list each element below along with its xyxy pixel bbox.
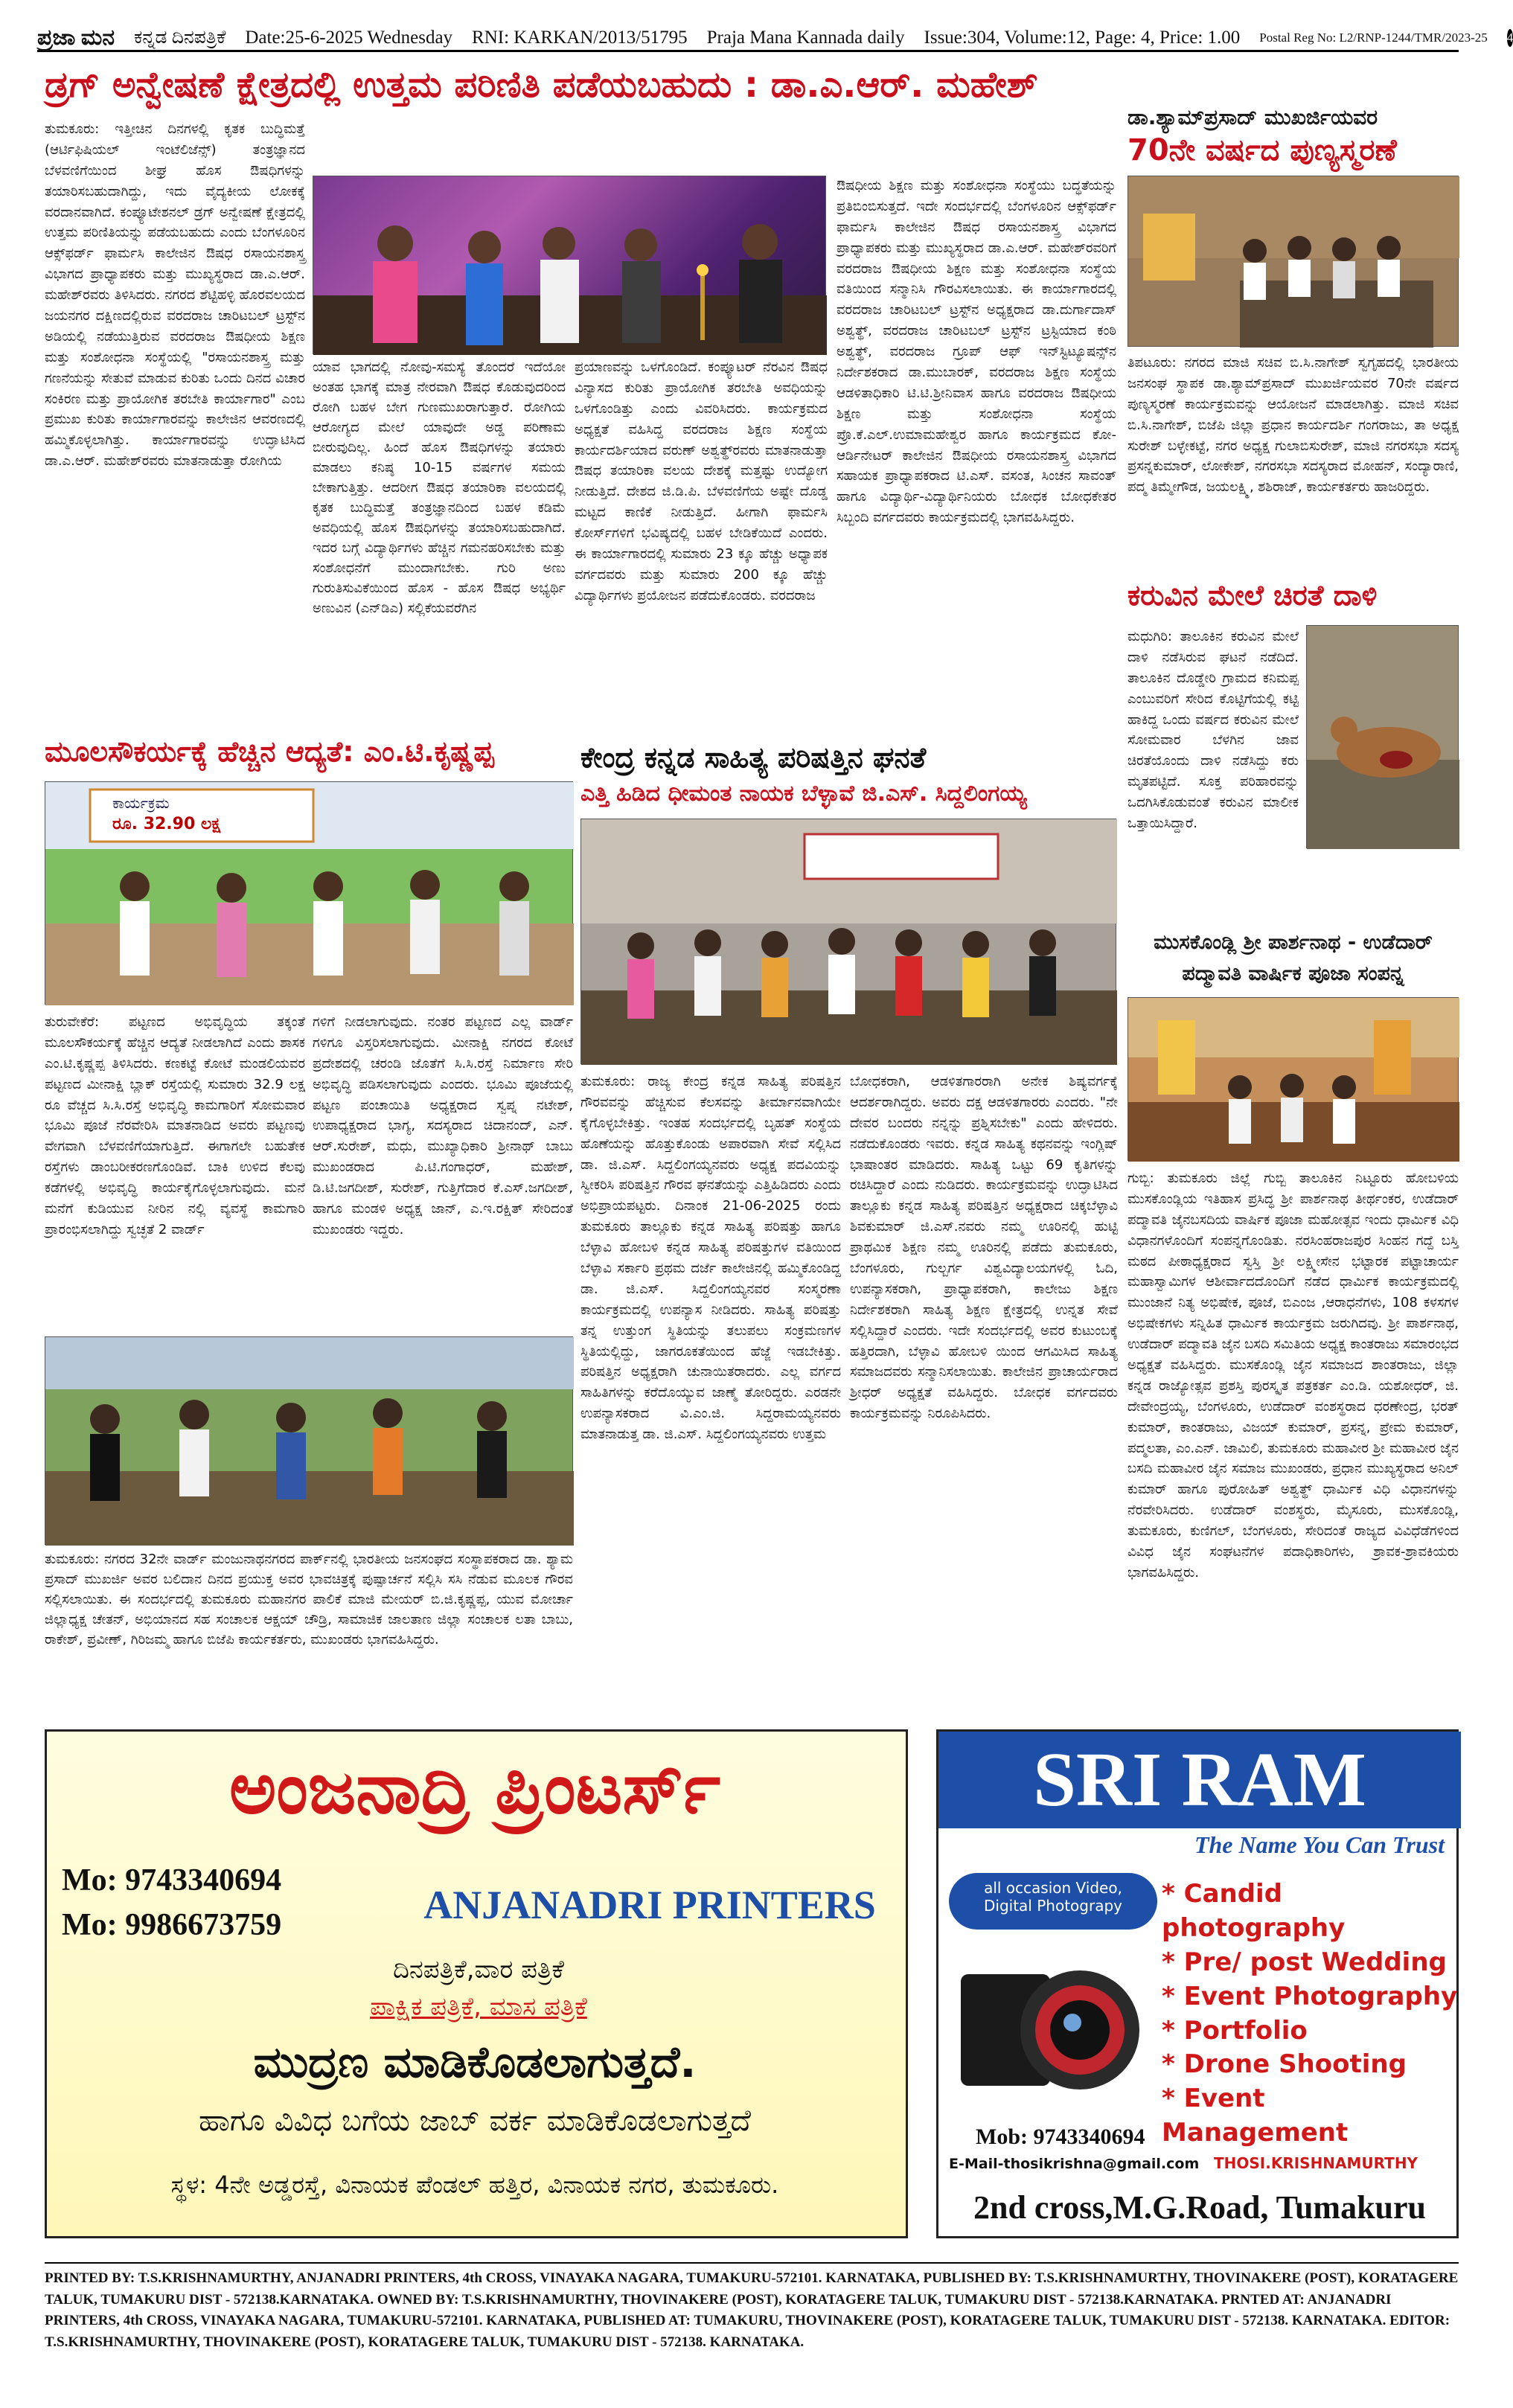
article3-photo-scene — [1307, 626, 1459, 849]
ad-anjanadri-line1: ದಿನಪತ್ರಿಕೆ,ವಾರ ಪತ್ರಿಕೆ — [392, 1955, 565, 1985]
article4-body2: ಗಳಿಗೆ ನೀಡಲಾಗುವುದು. ನಂತರ ಪಟ್ಟಣದ ಎಲ್ಲ ವಾರ್ಡ್ ಗಳಿಗೂ ವಿಸ್ತರಿಸಲಾಗುವುದು. ಮೀನಾಕ್ಷಿ ನಗರದ ಕೋಟೆ ಪ್ರದೇಶದಲ್ಲಿ ಚರಂಡಿ ಜೊತೆಗೆ ಸಿ.ಸಿ.ರಸ್ತೆ ನಿರ್ಮಾಣ ಸೇರಿ ಅಭಿವೃದ್ಧಿ ಪಡಿಸಲಾಗುವುದು ಎಂದರು. ಭೂಮಿ ಪೂಜೆಯಲ್ಲಿ ಪಟ್ಟಣ ಪಂಚಾಯಿತಿ ಅಧ್ಯಕ್ಷರಾದ ಸ್ವಪ್ನ ನಟೇಶ್, ಉಪಾಧ್ಯಕ್ಷರಾದ ಭಾಗ್ಯ, ಸದಸ್ಯರಾದ ಚಿದಾನಂದ್, ಎನ್. ಆರ್.ಸುರೇಶ್, ಮಧು, ಮುಖ್ಯಾಧಿಕಾರಿ ಶ್ರೀನಾಥ್ ಬಾಬು ಮುಖಂಡರಾದ ಪಿ.ಟಿ.ಗಂಗಾಧರ್, ಮಹೇಶ್, ಡಿ.ಟಿ.ಜಗದೀಶ್, ಸುರೇಶ್, ಗುತ್ತಿಗೆದಾರ ಕೆ.ಎಸ್.ಜಗದೀಶ್, ಹಾಗೂ ಮಂಡಳಿ ಅಧ್ಯಕ್ಷ ಜಾನ್, ಎ.ಇ.ರಕ್ಷಿತ್ ಸೇರಿದಂತೆ ಮುಖಂಡರು ಇದ್ದರು. — [313, 1014, 573, 1237]
article3-body: ಮಧುಗಿರಿ: ತಾಲೂಕಿನ ಕರುವಿನ ಮೇಲೆ ದಾಳಿ ನಡೆಸಿರುವ ಘಟನೆ ನಡೆದಿದೆ. ತಾಲೂಕಿನ ದೊಡ್ಡೇರಿ ಗ್ರಾಮದ ಕನಿಮಪ್ಪ ಎಂಬುವರಿಗೆ ಸೇರಿದ ಕೊಟ್ಟಿಗೆಯಲ್ಲಿ ಕಟ್ಟಿ ಹಾಕಿದ್ದ ಒಂದು ವರ್ಷದ ಕರುವಿನ ಮೇಲೆ ಸೋಮವಾರ ಬೆಳಗಿನ ಜಾವ ಚಿರತೆಯೊಂದು ದಾಳಿ ನಡೆಸಿದ್ದು ಕರು ಮೃತಪಟ್ಟಿದೆ. ಸೂಕ್ತ ಪರಿಹಾರವನ್ನು ಒದಗಿಸಿಕೊಡುವಂತೆ ಕರುವಿನ ಮಾಲೀಕ ಒತ್ತಾಯಿಸಿದ್ದಾರೆ. — [1127, 629, 1299, 832]
article6-col1: ತುಮಕೂರು: ರಾಜ್ಯ ಕೇಂದ್ರ ಕನ್ನಡ ಸಾಹಿತ್ಯ ಪರಿಷತ್ತಿನ ಗೌರವವನ್ನು ಹೆಚ್ಚಿಸುವ ಕೆಲಸವನ್ನು ತೀರ್ಮಾನವಾಗಿಯೇ ಕೈಗೊಳ್ಳಬೇಕಿತ್ತು. ಇಂತಹ ಸಂದರ್ಭದಲ್ಲಿ ಬೃಹತ್ ಸಂಸ್ಥೆಯ ಹೊಣೆಯನ್ನು ಹೊತ್ತುಕೊಂಡು ಅಪಾರವಾಗಿ ಸೇವೆ ಸಲ್ಲಿಸಿದ ಡಾ. ಜಿ.ಎಸ್. ಸಿದ್ದಲಿಂಗಯ್ಯನವರು ಅಧ್ಯಕ್ಷ ಪದವಿಯನ್ನು ಸ್ವೀಕರಿಸಿ ಪರಿಷತ್ತಿನ ಗೌರವ ಘನತೆಯನ್ನು ಎತ್ತಿಹಿಡಿದರು ಎಂದು ಅಭಿಪ್ರಾಯಪಟ್ಟರು. ದಿನಾಂಕ 21-06-2025 ರಂದು ತುಮಕೂರು ತಾಲ್ಲೂಕು ಕನ್ನಡ ಸಾಹಿತ್ಯ ಪರಿಷತ್ತು ಹಾಗೂ ಬೆಳ್ಳಾವಿ ಹೋಬಳಿ ಕನ್ನಡ ಸಾಹಿತ್ಯ ಪರಿಷತ್ತುಗಳ ವತಿಯಿಂದ ಬೆಳ್ಳಾವಿ ಸರ್ಕಾರಿ ಪ್ರಥಮ ದರ್ಜೆ ಕಾಲೇಜಿನಲ್ಲಿ ಹಮ್ಮಿಕೊಂಡಿದ್ದ ಡಾ. ಜಿ.ಎಸ್. ಸಿದ್ದಲಿಂಗಯ್ಯನವರ ಸಂಸ್ಮರಣಾ ಕಾರ್ಯಕ್ರಮದಲ್ಲಿ ಉಪನ್ಯಾಸ ನೀಡಿದರು. ಸಾಹಿತ್ಯ ಪರಿಷತ್ತು ತನ್ನ ಉತ್ತುಂಗ ಸ್ಥಿತಿಯನ್ನು ತಲುಪಲು ಸಂಕ್ರಮಣಗಳ ಸ್ಥಿತಿಯಲ್ಲಿದ್ದು, ಜಾಗರೂಕತೆಯಿಂದ ಹೆಜ್ಜೆ ಇಡಬೇಕಿತ್ತು. ಪರಿಷತ್ತಿನ ಅಧ್ಯಕ್ಷರಾಗಿ ಚುನಾಯಿತರಾದರು. ಎಲ್ಲ ವರ್ಗದ ಸಾಹಿತಿಗಳನ್ನು ಕರೆದೊಯ್ಯುವ ಜಾಣ್ಮೆ ತೋರಿದ್ದರು. ಎರಡನೇ ಉಪನ್ಯಾಸಕರಾದ ವಿ.ಎಂ.ಜಿ. ಸಿದ್ದರಾಮಯ್ಯನವರು ಮಾತನಾಡುತ್ತ ಡಾ. ಜಿ.ಎಸ್. ಸಿದ್ದಲಿಂಗಯ್ಯನವರು ಉತ್ತಮ — [580, 1074, 841, 1443]
article2-body: ತಿಪಟೂರು: ನಗರದ ಮಾಜಿ ಸಚಿವ ಬಿ.ಸಿ.ನಾಗೇಶ್ ಸ್ವಗೃಹದಲ್ಲಿ ಭಾರತೀಯ ಜನಸಂಘ ಸ್ಥಾಪಕ ಡಾ.ಶ್ಯಾಮ್‌ಪ್ರಸಾದ್ ಮುಖರ್ಜಿಯವರ 70ನೇ ವರ್ಷದ ಪುಣ್ಯಸ್ಮರಣೆ ಕಾರ್ಯಕ್ರಮವನ್ನು ಆಯೋಜನೆ ಮಾಡಲಾಗಿತ್ತು. ಮಾಜಿ ಸಚಿವ ಬಿ.ಸಿ.ನಾಗೇಶ್, ಬಿಜೆಪಿ ಜಿಲ್ಲಾ ಪ್ರಧಾನ ಕಾರ್ಯದರ್ಶಿ ಗಂಗರಾಜು, ತಾ ಅಧ್ಯಕ್ಷ ಸುರೇಶ್ ಬಳ್ಳೇಕಟ್ಟೆ, ನಗರ ಅಧ್ಯಕ್ಷ ಗುಲಾಬಿಸುರೇಶ್, ಮಾಜಿ ನಗರಸಭಾ ಸದಸ್ಯ ಪ್ರಸನ್ನಕುಮಾರ್, ಲೋಕೇಶ್, ನಗರಸಭಾ ಸದಸ್ಯರಾದ ಮೋಹನ್, ಸಂದ್ಯಾರಾಣಿ, ಪದ್ಮ ತಿಮ್ಮೇಗೌಡ, ಜಯಲಕ್ಷ್ಮಿ, ಶಶಿರಾಜ್, ಕಾರ್ಯಕರ್ತರು ಹಾಜರಿದ್ದರು. — [1127, 355, 1459, 496]
ad-sriram-service: * Candid photography — [1162, 1879, 1346, 1943]
article1-photo-scene — [313, 176, 827, 355]
article2-photo — [1127, 176, 1459, 347]
article2-headline2: 70ನೇ ವರ್ಷದ ಪುಣ್ಯಸ್ಮರಣೆ — [1127, 133, 1397, 167]
article7-headline2: ಪದ್ಮಾವತಿ ವಾರ್ಷಿಕ ಪೂಜಾ ಸಂಪನ್ನ — [1182, 962, 1404, 985]
imprint-footer: PRINTED BY: T.S.KRISHNAMURTHY, ANJANADRI PRINTERS, 4th CROSS, VINAYAKA NAGARA, TUMAKURU-572101. KARNATAKA, PUBLISHED BY: T.S.KRISHNAMURTHY, THOVINAKERE (POST), KORATAGERE TALUK, TUMAKURU DIST - 572138.KARNATAKA. OWNED BY: T.S.KRISHNAMURTHY, THOVINAKERE (POST), KORATAGERE TALUK, TUMAKURU DIST - 572138.KARNATAKA. PRNTED AT: ANJANADRI PRINTERS, 4th CROSS, VINAYAKA NAGARA, TUMAKURU-572101. KARNATAKA, PUBLISHED AT: TUMAKURU, THOVINAKERE (POST), KORATAGERE TALUK, TUMAKURU DIST - 572138. KARNATAKA. EDITOR: T.S.KRISHNAMURTHY, THOVINAKERE (POST), KORATAGERE TALUK, TUMAKURU DIST - 572138. KARNATAKA. — [45, 2262, 1459, 2366]
camera-icon — [953, 1944, 1147, 2116]
camera-lens-graphic — [953, 1944, 1147, 2116]
article1-photo — [313, 176, 826, 354]
article4-banner-amount: ರೂ. 32.90 ಲಕ್ಷ — [112, 815, 221, 833]
ad-anjanadri-line2: ಪಾಕ್ಷಿಕ ಪತ್ರಿಕೆ, ಮಾಸ ಪತ್ರಿಕೆ — [370, 1992, 587, 2022]
article6-headline: ಕೇಂದ್ರ ಕನ್ನಡ ಸಾಹಿತ್ಯ ಪರಿಷತ್ತಿನ ಘನತೆ — [580, 741, 927, 774]
article4-body: ತುರುವೇಕೆರೆ: ಪಟ್ಟಣದ ಅಭಿವೃದ್ಧಿಯ ತಕ್ಕಂತೆ ಮೂಲಸೌಕರ್ಯಕ್ಕೆ ಹೆಚ್ಚಿನ ಆದ್ಯತೆ ನೀಡಲಾಗಿದೆ ಎಂದು ಶಾಸಕ ಎಂ.ಟಿ.ಕೃಷ್ಣಪ್ಪ ತಿಳಿಸಿದರು. ಕಣಕಟ್ಟೆ ಕೋಟೆ ಮಂಡಲಿಯವರ ಪಟ್ಟಣದ ಮೀನಾಕ್ಷಿ ಬ್ಲಾಕ್ ರಸ್ತೆಯಲ್ಲಿ ಸುಮಾರು 32.9 ಲಕ್ಷ ರೂ ವೆಚ್ಚದ ಸಿ.ಸಿ.ರಸ್ತೆ ಅಭಿವೃದ್ಧಿ ಕಾಮಗಾರಿಗೆ ಸೋಮವಾರ ಭೂಮಿ ಪೂಜೆ ನೆರವೇರಿಸಿ ಮಾತನಾಡಿದ ಅವರು ಪಟ್ಟಣವು ವೇಗವಾಗಿ ಬೆಳವಣಿಗೆಯಾಗುತ್ತಿದೆ. ಈಗಾಗಲೇ ಬಹುತೇಕ ರಸ್ತೆಗಳು ಡಾಂಬರೀಕರಣಗೊಂಡಿವೆ. ಬಾಕಿ ಉಳಿದ ಕೆಲವು ಕಡೆಗಳಲ್ಲಿ ಅಭಿವೃದ್ಧಿ ಕಾರ್ಯಕೈಗೊಳ್ಳಲಾಗುವುದು. ಮನೆ ಮನೆಗೆ ಕುಡಿಯುವ ನೀರಿನ ನಲ್ಲಿ ವ್ಯವಸ್ಥೆ ಕಾಮಗಾರಿ ಪ್ರಾರಂಭಿಸಲಾಗಿದ್ದು ಸ್ವಚ್ಛತೆ 2 ವಾರ್ಡ್ — [45, 1014, 305, 1237]
ad-anjanadri-phone2: Mo: 9986673759 — [62, 1908, 282, 1942]
article4-banner-text: ಕಾರ್ಯಕ್ರಮ — [112, 794, 170, 812]
masthead-paper-name: Praja Mana Kannada daily — [706, 27, 905, 48]
ad-sriram-owner: THOSI.KRISHNAMURTHY — [1214, 2154, 1418, 2172]
article7-photo — [1127, 997, 1459, 1161]
ad-sriram-mobile: Mob: 9743340694 — [976, 2124, 1145, 2149]
ad-anjanadri-address: ಸ್ಥಳ: 4ನೇ ಅಡ್ಡರಸ್ತೆ, ವಿನಾಯಕ ಪೆಂಡಲ್ ಹತ್ತಿರ, ವಿನಾಯಕ ನಗರ, ತುಮಕೂರು. — [170, 2171, 779, 2199]
ad-sriram-service: * Event Management — [1162, 2084, 1349, 2148]
ad-sriram-badge — [949, 1873, 1157, 1930]
ad-anjanadri-printers — [45, 1729, 908, 2238]
article6-photo-scene — [581, 819, 1117, 1065]
article4-headline: ಮೂಲಸೌಕರ್ಯಕ್ಕೆ ಹೆಚ್ಚಿನ ಆದ್ಯತೆ: ಎಂ.ಟಿ.ಕೃಷ್ಣಪ್ಪ — [45, 735, 494, 768]
ad-sriram-badge-line1: all occasion Video, — [984, 1879, 1122, 1897]
article7-headline1: ಮುಸಕೊಂಡ್ಲಿ ಶ್ರೀ ಪಾರ್ಶನಾಥ - ಉಡೆದಾರ್ — [1154, 931, 1433, 954]
masthead-postal: Postal Reg No: L2/RNP-1244/TMR/2023-25 — [1259, 30, 1488, 45]
ad-sriram-photography — [936, 1729, 1459, 2238]
article7-photo-scene — [1128, 998, 1459, 1162]
ad-anjanadri-phone1: Mo: 9743340694 — [62, 1863, 282, 1898]
ad-sriram-name: SRI RAM — [938, 1732, 1461, 1828]
masthead-tagline: ಕನ್ನಡ ದಿನಪತ್ರಿಕೆ — [134, 27, 226, 48]
page-number-badge: 4 — [1507, 29, 1513, 47]
ad-anjanadri-english-name: ANJANADRI PRINTERS — [423, 1883, 876, 1927]
ad-sriram-service: * Portfolio — [1162, 2015, 1308, 2046]
article5-photo-scene — [45, 1337, 574, 1546]
article3-headline: ಕರುವಿನ ಮೇಲೆ ಚಿರತೆ ದಾಳಿ — [1127, 579, 1378, 612]
ad-anjanadri-kannada-name: ಅಂಜನಾದ್ರಿ ಪ್ರಿಂಟರ್ಸ್ — [228, 1746, 720, 1830]
article1-col3: ಪ್ರಯಾಣವನ್ನು ಒಳಗೊಂಡಿದೆ. ಕಂಪ್ಯೂಟರ್ ನೆರವಿನ ಔಷಧ ವಿನ್ಯಾಸದ ಕುರಿತು ಪ್ರಾಯೋಗಿಕ ತರಬೇತಿ ಅವಧಿಯನ್ನು ಒಳಗೊಂಡಿತ್ತು ಎಂದು ವಿವರಿಸಿದರು. ಕಾರ್ಯಕ್ರಮದ ಅಧ್ಯಕ್ಷತೆ ವಹಿಸಿದ್ದ ವರದರಾಜ ಶಿಕ್ಷಣ ಸಂಸ್ಥೆಯ ಕಾರ್ಯದರ್ಶಿಯಾದ ವರುಣ್ ಅಶ್ವತ್ಥ್‌ರವರು ಮಾತನಾಡುತ್ತಾ ಔಷಧ ತಯಾರಿಕಾ ವಲಯ ದೇಶಕ್ಕೆ ಮತ್ತಷ್ಟು ಉದ್ಯೋಗ ನೀಡುತ್ತಿದೆ. ದೇಶದ ಜಿ.ಡಿ.ಪಿ. ಬೆಳವಣಿಗೆಯ ಅಷ್ಟೇ ದೊಡ್ಡ ಮಟ್ಟದ ಕಾಣಿಕೆ ನೀಡುತ್ತಿದೆ. ಹೀಗಾಗಿ ಫಾರ್ಮಸಿ ಕೋರ್ಸ್‌ಗಳಿಗೆ ಭವಿಷ್ಯದಲ್ಲಿ ಬಹಳ ಬೇಡಿಕೆಯಿದೆ ಎಂದರು. ಈ ಕಾರ್ಯಾಗಾರದಲ್ಲಿ ಸುಮಾರು 23 ಕ್ಕೂ ಹೆಚ್ಚು ಅಧ್ಯಾಪಕ ವರ್ಗದವರು ಮತ್ತು ಸುಮಾರು 200 ಕ್ಕೂ ಹೆಚ್ಚು ವಿದ್ಯಾರ್ಥಿಗಳು ಪ್ರಯೋಜನ ಪಡೆದುಕೊಂಡರು. ವರದರಾಜ — [575, 359, 828, 603]
masthead-issue: Issue:304, Volume:12, Page: 4, Price: 1.00 — [924, 27, 1241, 48]
ad-sriram-email: E-Mail-thosikrishna@gmail.com — [949, 2156, 1200, 2172]
ad-sriram-tagline: The Name You Can Trust — [1194, 1831, 1445, 1858]
article1-caption: ಯಾವ ಭಾಗದಲ್ಲಿ ನೋವು-ಸಮಸ್ಯೆ ತೊಂದರೆ ಇದೆಯೋ ಅಂತಹ ಭಾಗಕ್ಕೆ ಮಾತ್ರ ನೇರವಾಗಿ ಔಷಧ ಕೊಡುವುದರಿಂದ ರೋಗಿ ಬಹಳ ಬೇಗ ಗುಣಮುಖರಾಗುತ್ತಾರೆ. ರೋಗಿಯ ಆರೋಗ್ಯದ ಮೇಲೆ ಯಾವುದೇ ಅಡ್ಡ ಪರಿಣಾಮ ಬೀರುವುದಿಲ್ಲ. ಹಿಂದೆ ಹೊಸ ಔಷಧಿಗಳನ್ನು ತಯಾರು ಮಾಡಲು ಕನಿಷ್ಠ 10-15 ವರ್ಷಗಳ ಸಮಯ ಬೇಕಾಗುತ್ತಿತ್ತು. ಆದರೀಗ ಔಷಧ ತಯಾರಿಕಾ ವಲಯದಲ್ಲಿ ಕೃತಕ ಬುದ್ಧಿಮತ್ತೆ ತಂತ್ರಜ್ಞಾನದಿಂದ ಬಹಳ ಕಡಿಮೆ ಅವಧಿಯಲ್ಲಿ ಹೊಸ ಔಷಧಿಗಳನ್ನು ತಯಾರಿಸಬಹುದಾಗಿದೆ. ಇದರ ಬಗ್ಗೆ ವಿದ್ಯಾರ್ಥಿಗಳು ಹೆಚ್ಚಿನ ಗಮನಹರಿಸಬೇಕು ಮತ್ತು ಸಂಶೋಧನೆಗೆ ಮುಂದಾಗಬೇಕು. ಗುರಿ ಅಣು ಗುರುತಿಸುವಿಕೆಯಿಂದ ಹೊಸ - ಹೊಸ ಔಷಧ ಅಭ್ಯರ್ಥಿ ಅಣುವಿನ (ಎನ್‌ಡಿಎ) ಸಲ್ಲಿಕೆಯವರೆಗಿನ — [313, 359, 566, 616]
ad-sriram-service: * Event Photography — [1162, 1981, 1458, 2011]
ad-sriram-address: 2nd cross,M.G.Road, Tumakuru — [973, 2189, 1427, 2226]
article6-subhead: ಎತ್ತಿ ಹಿಡಿದ ಧೀಮಂತ ನಾಯಕ ಬೆಳ್ಳಾವೆ ಜಿ.ಎಸ್. ಸಿದ್ದಲಿಂಗಯ್ಯ — [580, 781, 1027, 807]
article7-body: ಗುಬ್ಬಿ: ತುಮಕೂರು ಜಿಲ್ಲೆ ಗುಬ್ಬಿ ತಾಲೂಕಿನ ನಿಟ್ಟೂರು ಹೋಬಳಿಯ ಮುಸಕೊಂಡ್ಲಿಯ ಇತಿಹಾಸ ಪ್ರಸಿದ್ಧ ಶ್ರೀ ಪಾರ್ಶನಾಥ ತೀರ್ಥಂಕರ, ಉಡೆದಾರ್ ಪದ್ಮಾವತಿ ಜೈನಬಸದಿಯ ವಾರ್ಷಿಕ ಪೂಜಾ ಮಹೋತ್ಸವ ಇಂದು ಧಾರ್ಮಿಕ ವಿಧಿ ವಿಧಾನಗಳೊಂದಿಗೆ ಸಂಪನ್ನಗೊಂಡಿತು. ನರಸಿಂಹರಾಜಪುರ ಸಿಂಹನ ಗದ್ದೆ ಬಸ್ತಿ ಮಠದ ಪೀಠಾಧ್ಯಕ್ಷರಾದ ಸ್ವಸ್ತಿ ಶ್ರೀ ಲಕ್ಷ್ಮೀಸೇನ ಭಟ್ಟಾರಕ ಪಟ್ಟಾಚಾರ್ಯ ಮಹಾಸ್ವಾಮಿಗಳ ಆಶೀರ್ವಾದದೊಂದಿಗೆ ನಡೆದ ಧಾರ್ಮಿಕ ಕಾರ್ಯಕ್ರಮದಲ್ಲಿ ಮುಂಜಾನೆ ನಿತ್ಯ ಅಭಿಷೇಕ, ಪೂಜೆ, ಬಿಎಂಜ ,ಆರಾಧನೆಗಳು, 108 ಕಳಸಗಳ ಅಭಿಷೇಕಗಳು ಸನ್ನಿಹಿತ ಧಾರ್ಮಿಕ ಕಾರ್ಯಕ್ರಮ ಜರುಗಿದವು. ಶ್ರೀ ಪಾರ್ಶನಾಥ, ಉಡೆದಾರ್ ಪದ್ಮಾವತಿ ಜೈನ ಬಸದಿ ಸಮಿತಿಯ ಅಧ್ಯಕ್ಷ ಕಾಂತರಾಜು ಸಮಾರಂಭದ ಅಧ್ಯಕ್ಷತೆ ವಹಿಸಿದ್ದರು. ಮುಸಕೊಂಡ್ಲಿ ಜೈನ ಸಮಾಜದ ಶಾಂತರಾಜು, ಜಿಲ್ಲಾ ಕನ್ನಡ ರಾಜ್ಯೋತ್ಸವ ಪ್ರಶಸ್ತಿ ಪುರಸ್ಕೃತ ಪತ್ರಕರ್ತ ಎಂ.ಡಿ. ಯಶೋಧರ್, ಜಿ. ದೇವೇಂದ್ರಯ್ಯ, ಬೆಂಗಳೂರು, ಉಡೆದಾರ್ ವಂಶಸ್ಥರಾದ ಧರಣೇಂದ್ರ, ಭರತ್ ಕುಮಾರ್, ಕಾಂತರಾಜು, ವಿಜಯ್ ಕುಮಾರ್, ಪ್ರಸನ್ನ, ಪ್ರೇಮ ಕುಮಾರ್, ಪದ್ಮಲತಾ, ಎಂ.ಎನ್. ಜಾಮಿಲಿ, ತುಮಕೂರು ಮಹಾವೀರ ಶ್ರೀ ಮಹಾವೀರ ಜೈನ ಬಸದಿ ಮಹಾವೀರ ಜೈನ ಸಮಾಜ ಮುಖಂಡರು, ಪ್ರಧಾನ ಮುಖ್ಯಸ್ಥರಾದ ಅನಿಲ್ ಕುಮಾರ್ ಹಾಗೂ ಪುರೋಹಿತ್ ಅಶ್ವತ್ಥ್ ಧಾರ್ಮಿಕ ವಿಧಿ ವಿಧಾನಗಳನ್ನು ನೆರವೇರಿಸಿದರು. ಉಡೆದಾರ್ ವಂಶಸ್ಥರು, ಮೈಸೂರು, ಮುಸಕೊಂಡ್ಲಿ, ತುಮಕೂರು, ಕುಣಿಗಲ್, ಬೆಂಗಳೂರು, ಸೇರಿದಂತೆ ರಾಜ್ಯದ ವಿವಿಧೆಡೆಗಳಿಂದ ವಿವಿಧ ಜೈನ ಸಂಘಟನೆಗಳ ಪದಾಧಿಕಾರಿಗಳು, ಶ್ರಾವಕ-ಶ್ರಾವಕಿಯರು ಭಾಗವಹಿಸಿದ್ದರು. — [1127, 1171, 1459, 1581]
article6-col2: ಬೋಧಕರಾಗಿ, ಆಡಳಿತಗಾರರಾಗಿ ಅನೇಕ ಶಿಷ್ಯವರ್ಗಕ್ಕೆ ಆದರ್ಶರಾಗಿದ್ದರು. ಅವರು ದಕ್ಷ ಆಡಳಿತಗಾರರು ಎಂದರು. "ನೇ ದೇವರ ಬಂದರು ನನ್ನನ್ನು ಪ್ರಶ್ನಿಸಬೇಕು" ಎಂದು ಹೇಳಿದರು. ನಡೆದುಕೊಂಡರು ಇವರು. ಕನ್ನಡ ಸಾಹಿತ್ಯ ಕಥನವನ್ನು ಇಂಗ್ಲಿಷ್ ಭಾಷಾಂತರ ಮಾಡಿದರು. ಸಾಹಿತ್ಯ ಒಟ್ಟು 69 ಕೃತಿಗಳನ್ನು ರಚಿಸಿದ್ದಾರೆ ಎಂದು ನುಡಿದರು. ಕಾರ್ಯಕ್ರಮವನ್ನು ಉದ್ಘಾಟಿಸಿದ ತಾಲ್ಲೂಕು ಕನ್ನಡ ಸಾಹಿತ್ಯ ಪರಿಷತ್ತಿನ ಅಧ್ಯಕ್ಷರಾದ ಚಿಕ್ಕಬೆಳ್ಳಾವಿ ಶಿವಕುಮಾರ್ ಜಿ.ಎಸ್.ನವರು ನಮ್ಮ ಊರಿನಲ್ಲಿ ಹುಟ್ಟಿ ಪ್ರಾಥಮಿಕ ಶಿಕ್ಷಣ ನಮ್ಮ ಊರಿನಲ್ಲಿ ಪಡೆದು ತುಮಕೂರು, ಬೆಂಗಳೂರು, ಗುಲ್ಬರ್ಗ ವಿಶ್ವವಿದ್ಯಾಲಯಗಳಲ್ಲಿ ಓದಿ, ಉಪನ್ಯಾಸಕರಾಗಿ, ಪ್ರಾಧ್ಯಾಪಕರಾಗಿ, ಕಾಲೇಜು ಶಿಕ್ಷಣ ನಿರ್ದೇಶಕರಾಗಿ ಸಾಹಿತ್ಯ ಶಿಕ್ಷಣ ಕ್ಷೇತ್ರದಲ್ಲಿ ಉನ್ನತ ಸೇವೆ ಸಲ್ಲಿಸಿದ್ದಾರೆ ಎಂದರು. ಇದೇ ಸಂದರ್ಭದಲ್ಲಿ ಅವರ ಕುಟುಂಬಕ್ಕೆ ಹತ್ತಿರದಾಗಿ, ಬೆಳ್ಳಾವಿ ಹೋಬಳಿ ಯಿಂದ ಆಗಮಿಸಿದ ಸಾಹಿತ್ಯ ಸಮಾಜದವರು ಸನ್ಮಾನಿಸಲಾಯಿತು. ಕಾಲೇಜಿನ ಪ್ರಾಚಾರ್ಯರಾದ ಶ್ರೀಧರ್ ಅಧ್ಯಕ್ಷತೆ ವಹಿಸಿದ್ದರು. ಬೋಧಕ ವರ್ಗದವರು ಕಾರ್ಯಕ್ರಮವನ್ನು ನಿರೂಪಿಸಿದರು. — [850, 1074, 1118, 1422]
ad-sriram-service: * Pre/ post Wedding — [1162, 1947, 1447, 1977]
ad-anjanadri-line3: ಮುದ್ರಣ ಮಾಡಿಕೊಡಲಾಗುತ್ತದೆ. — [253, 2037, 697, 2087]
masthead — [37, 25, 1513, 52]
ad-sriram-services — [1162, 1877, 1459, 2151]
ad-sriram-badge-line2: Digital Photograpy — [984, 1897, 1122, 1915]
article1-headline: ಡ್ರಗ್ ಅನ್ವೇಷಣೆ ಕ್ಷೇತ್ರದಲ್ಲಿ ಉತ್ತಮ ಪರಿಣಿತಿ ಪಡೆಯಬಹುದು : ಡಾ.ಎ.ಆರ್. ಮಹೇಶ್ — [45, 64, 1038, 106]
article1-col4: ಔಷಧೀಯ ಶಿಕ್ಷಣ ಮತ್ತು ಸಂಶೋಧನಾ ಸಂಸ್ಥೆಯು ಬದ್ಧತೆಯನ್ನು ಪ್ರತಿಬಿಂಬಿಸುತ್ತದೆ. ಇದೇ ಸಂದರ್ಭದಲ್ಲಿ ಬೆಂಗಳೂರಿನ ಆಕ್ಸ್‌ಫರ್ಡ್ ಫಾರ್ಮಸಿ ಕಾಲೇಜಿನ ಔಷಧ ರಸಾಯನಶಾಸ್ತ್ರ ವಿಭಾಗದ ಪ್ರಾಧ್ಯಾಪಕರು ಮತ್ತು ಮುಖ್ಯಸ್ಥರಾದ ಡಾ.ಎ.ಆರ್. ಮಹೇಶ್‌ರವರಿಗೆ ವರದರಾಜ ಔಷಧೀಯ ಶಿಕ್ಷಣ ಮತ್ತು ಸಂಶೋಧನಾ ಸಂಸ್ಥೆಯ ವತಿಯಿಂದ ಸನ್ಮಾನಿಸಿ ಗೌರವಿಸಲಾಯಿತು. ಈ ಕಾರ್ಯಾಗಾರದಲ್ಲಿ ವರದರಾಜ ಚಾರಿಟಬಲ್ ಟ್ರಸ್ಟ್‌ನ ಅಧ್ಯಕ್ಷರಾದ ಡಾ.ದುರ್ಗಾದಾಸ್ ಅಶ್ವತ್ಥ್, ವರದರಾಜ ಚಾರಿಟಬಲ್ ಟ್ರಸ್ಟ್‌ನ ಟ್ರಸ್ಟಿಯಾದ ಕಂಠಿ ಅಶ್ವತ್ಥ್, ವರದರಾಜ ಗ್ರೂಪ್ ಆಫ್ ಇನ್‌ಸ್ಟಿಟ್ಯೂಷನ್ಸ್‌ನ ನಿರ್ದೇಶಕರಾದ ಡಾ.ಮುಬಾರಕ್, ವರದರಾಜ ಶಿಕ್ಷಣ ಸಂಸ್ಥೆಯ ಆಡಳಿತಾಧಿಕಾರಿ ಟಿ.ಟಿ.ಶ್ರೀನಿವಾಸ ಹಾಗೂ ವರದರಾಜ ಔಷಧೀಯ ಶಿಕ್ಷಣ ಮತ್ತು ಸಂಶೋಧನಾ ಸಂಸ್ಥೆಯ ಪ್ರೊ.ಕೆ.ಎಲ್.ಉಮಾಮಹೇಶ್ವರ ಹಾಗೂ ಕಾರ್ಯಕ್ರಮದ ಕೋ-ಆರ್ಡಿನೇಟರ್ ಕಾಲೇಜಿನ ಔಷಧೀಯ ರಸಾಯನಶಾಸ್ತ್ರ ವಿಭಾಗದ ಸಹಾಯಕ ಪ್ರಾಧ್ಯಾಪಕರಾದ ಟಿ.ಎಸ್. ವಸಂತ, ಸಿಂಚನ ಸಾವಂತ್ ಹಾಗೂ ವಿದ್ಯಾರ್ಥಿ-ವಿದ್ಯಾರ್ಥಿನಿಯರು ಬೋಧಕ ಬೋಧಕೇತರ ಸಿಬ್ಬಂದಿ ವರ್ಗದವರು ಕಾರ್ಯಕ್ರಮದಲ್ಲಿ ಭಾಗವಹಿಸಿದ್ದರು. — [837, 178, 1116, 526]
ad-sriram-service: * Drone Shooting — [1162, 2049, 1407, 2080]
article3-photo — [1306, 625, 1459, 848]
article6-photo — [580, 819, 1116, 1064]
article5-caption: ತುಮಕೂರು: ನಗರದ 32ನೇ ವಾರ್ಡ್ ಮಂಜುನಾಥನಗರದ ಪಾರ್ಕ್‌ನಲ್ಲಿ ಭಾರತೀಯ ಜನಸಂಘದ ಸಂಸ್ಥಾಪಕರಾದ ಡಾ. ಶ್ಯಾಮ ಪ್ರಸಾದ್ ಮುಖರ್ಜಿ ಅವರ ಬಲಿದಾನ ದಿನದ ಪ್ರಯುಕ್ತ ಅವರ ಭಾವಚಿತ್ರಕ್ಕೆ ಪುಷ್ಪಾರ್ಚನೆ ಸಲ್ಲಿಸಿ ಸಸಿ ನೆಡುವ ಮೂಲಕ ಗೌರವ ಸಲ್ಲಿಸಲಾಯಿತು. ಈ ಸಂದರ್ಭದಲ್ಲಿ ತುಮಕೂರು ಮಹಾನಗರ ಪಾಲಿಕೆ ಮಾಜಿ ಮೇಯರ್ ಬಿ.ಜಿ.ಕೃಷ್ಣಪ್ಪ, ಯುವ ಮೋರ್ಚಾ ಜಿಲ್ಲಾಧ್ಯಕ್ಷ ಚೇತನ್, ಅಭಿಯಾನದ ಸಹ ಸಂಚಾಲಕ ಆಕ್ಷಯ್ ಚೌಡ್ರಿ, ಸಾಮಾಜಿಕ ಜಾಲತಾಣ ಜಿಲ್ಲಾ ಸಂಚಾಲಕ ಲತಾ ಬಾಬು, ರಾಕೇಶ್, ಪ್ರವೀಣ್, ಗಿರಿಜಮ್ಮ ಹಾಗೂ ಬಿಜೆಪಿ ಕಾರ್ಯಕರ್ತರು, ಮುಖಂಡರು ಭಾಗವಹಿಸಿದ್ದರು. — [45, 1552, 573, 1648]
masthead-rni: RNI: KARKAN/2013/51795 — [472, 27, 688, 48]
article2-headline1: ಡಾ.ಶ್ಯಾಮ್‌ಪ್ರಸಾದ್ ಮುಖರ್ಜಿಯವರ — [1127, 105, 1378, 129]
article1-col1: ತುಮಕೂರು: ಇತ್ತೀಚಿನ ದಿನಗಳಲ್ಲಿ ಕೃತಕ ಬುದ್ಧಿಮತ್ತೆ (ಆರ್ಟಿಫಿಷಿಯಲ್ ಇಂಟೆಲಿಜೆನ್ಸ್) ತಂತ್ರಜ್ಞಾನದ ಬೆಳವಣಿಗೆಯಿಂದ ಶೀಘ್ರ ಹೊಸ ಔಷಧಿಗಳನ್ನು ತಯಾರಿಸಬಹುದಾಗಿದ್ದು, ಇದು ವೈದ್ಯಕೀಯ ಲೋಕಕ್ಕೆ ವರದಾನವಾಗಿದೆ. ಕಂಪ್ಯೂಟೇಶನಲ್ ಡ್ರಗ್ ಅನ್ವೇಷಣೆ ಕ್ಷೇತ್ರದಲ್ಲಿ ಉತ್ತಮ ಪರಿಣಿತಿಯನ್ನು ಪಡೆಯಬಹುದು ಎಂದು ಬೆಂಗಳೂರಿನ ಆಕ್ಸ್‌ಫರ್ಡ್ ಫಾರ್ಮಸಿ ಕಾಲೇಜಿನ ಔಷಧ ರಸಾಯನಶಾಸ್ತ್ರ ವಿಭಾಗದ ಪ್ರಾಧ್ಯಾಪಕರು ಮತ್ತು ಮುಖ್ಯಸ್ಥರಾದ ಡಾ.ಎ.ಆರ್. ಮಹೇಶ್‌ರವರು ತಿಳಿಸಿದರು. ನಗರದ ಶೆಟ್ಟಿಹಳ್ಳಿ ಹೊರವಲಯದ ಜಯನಗರ ದಕ್ಷಿಣದಲ್ಲಿರುವ ವರದರಾಜ ಚಾರಿಟಬಲ್ ಟ್ರಸ್ಟ್‌ನ ಅಡಿಯಲ್ಲಿ ನಡೆಯುತ್ತಿರುವ ವರದರಾಜ ಔಷಧೀಯ ಶಿಕ್ಷಣ ಮತ್ತು ಸಂಶೋಧನಾ ಸಂಸ್ಥೆಯಲ್ಲಿ "ರಸಾಯನಶಾಸ್ತ್ರ ಮತ್ತು ಗಣನೆಯನ್ನು ಸೇತುವೆ ಮಾಡುವ ಕುರಿತು ಒಂದು ದಿನದ ವಿಚಾರ ಸಂಕಿರಣ ಮತ್ತು ಪ್ರಾಯೋಗಿಕ ತರಬೇತಿ ಕಾರ್ಯಾಗಾರ" ಎಂಬ ಪ್ರಮುಖ ಕುರಿತು ಕಾರ್ಯಾಗಾರವನ್ನು ಕಾಲೇಜಿನ ಆವರಣದಲ್ಲಿ ಹಮ್ಮಿಕೊಳ್ಳಲಾಗಿತ್ತು. ಕಾರ್ಯಾಗಾರವನ್ನು ಉದ್ಘಾಟಿಸಿದ ಡಾ.ಎ.ಆರ್. ಮಹೇಶ್‌ರವರು ಮಾತನಾಡುತ್ತಾ ರೋಗಿಯ — [45, 121, 305, 470]
article4-photo — [45, 781, 573, 1005]
article5-photo — [45, 1336, 573, 1545]
article2-photo-scene — [1128, 176, 1459, 348]
masthead-date: Date:25-6-2025 Wednesday — [245, 27, 453, 48]
masthead-brand: ಪ್ರಜಾ ಮನ — [37, 25, 115, 50]
ad-anjanadri-line4: ಹಾಗೂ ವಿವಿಧ ಬಗೆಯ ಜಾಬ್ ವರ್ಕ ಮಾಡಿಕೊಡಲಾಗುತ್ತದೆ — [199, 2104, 751, 2138]
